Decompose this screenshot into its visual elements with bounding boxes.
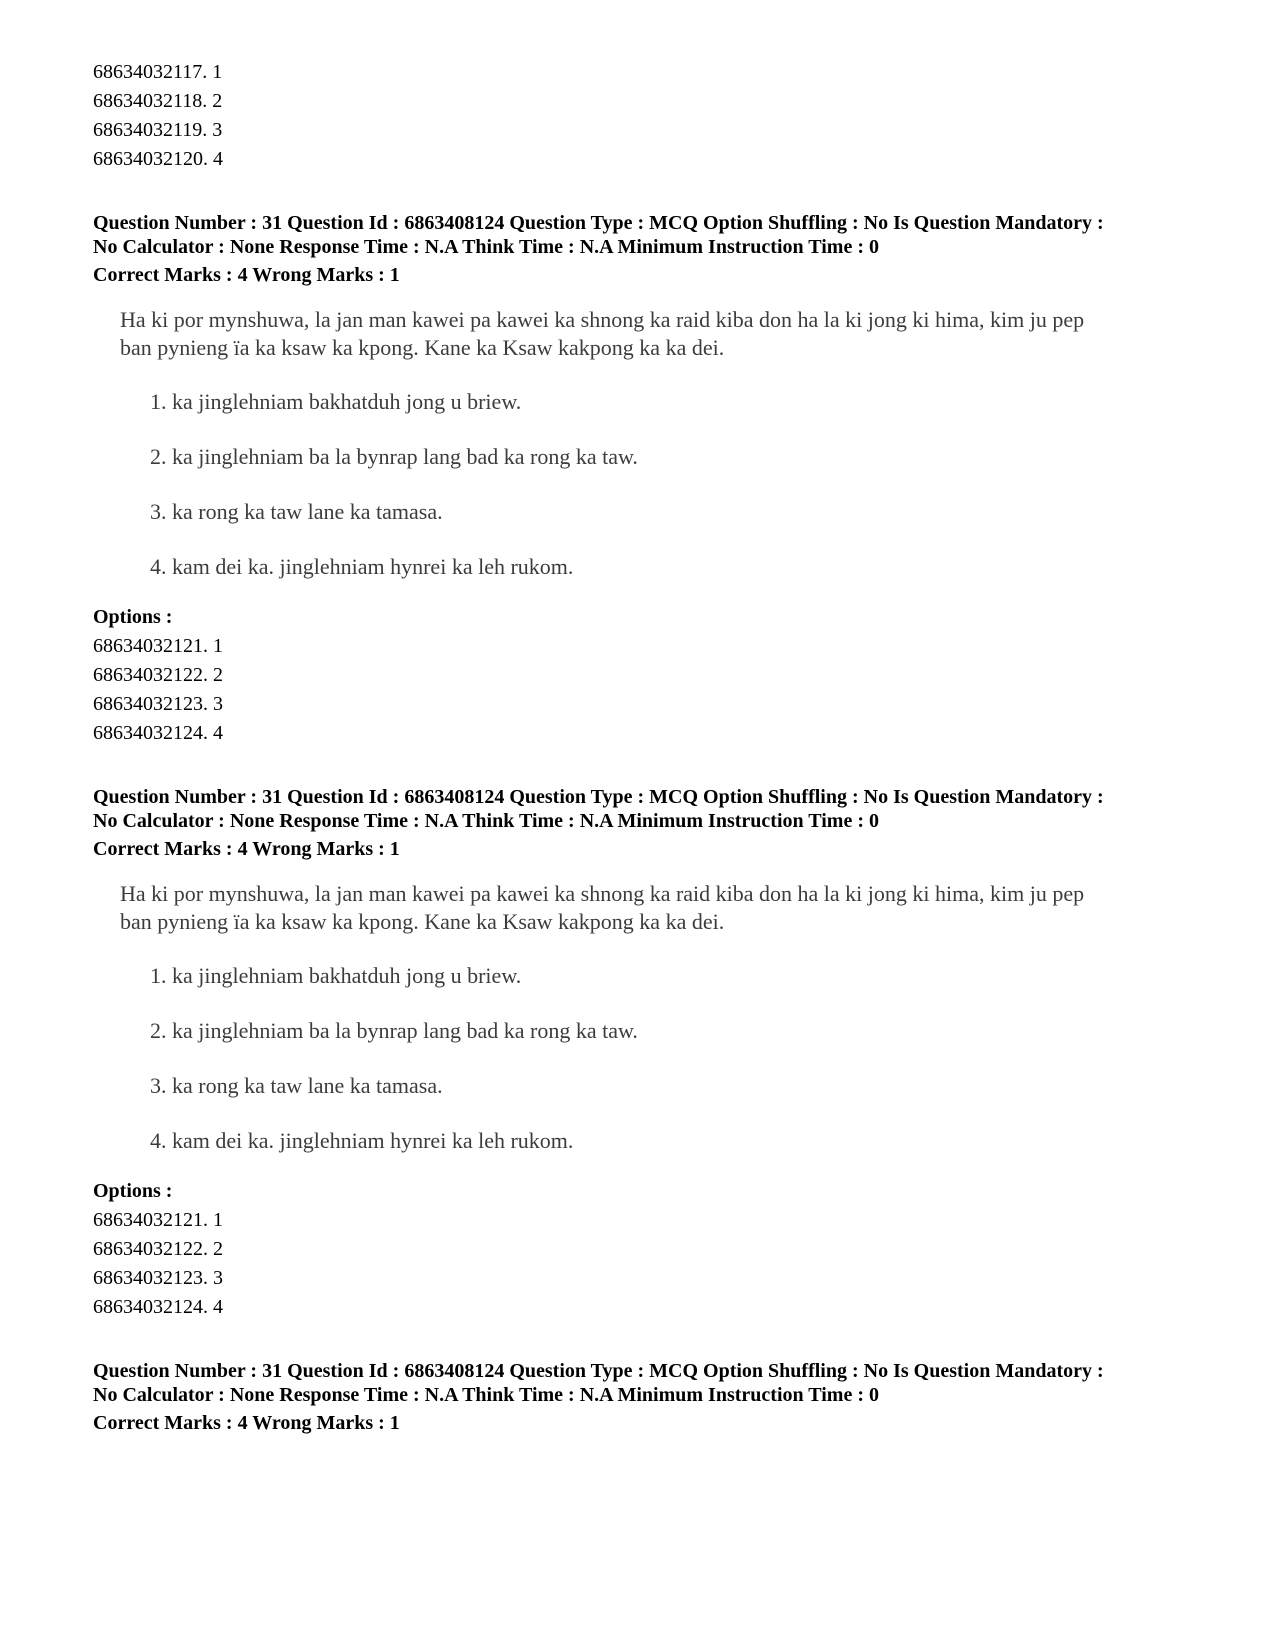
question-choices (150, 388, 1200, 581)
question-meta-line-2: No Calculator : None Response Time : N.A Think Time : N.A Minimum Instruction Time : 0 (93, 1384, 879, 1406)
option-item: 68634032123. 3 (93, 1267, 223, 1289)
question-choice: 1. ka jinglehniam bakhatduh jong u briew. (150, 963, 522, 988)
previous-options-list (93, 58, 1193, 174)
question-meta-line-1: Question Number : 31 Question Id : 6863408124 Question Type : MCQ Option Shuffling : No Is Question Mandatory : (93, 786, 1104, 808)
option-item: 68634032118. 2 (93, 90, 223, 112)
question-meta-line-1: Question Number : 31 Question Id : 6863408124 Question Type : MCQ Option Shuffling : No Is Question Mandatory : (93, 1360, 1104, 1382)
question-image (120, 880, 1200, 1155)
question-choice: 2. ka jinglehniam ba la bynrap lang bad ka rong ka taw. (150, 444, 638, 469)
question-meta-line-2: No Calculator : None Response Time : N.A Think Time : N.A Minimum Instruction Time : 0 (93, 810, 879, 832)
question-choice: 3. ka rong ka taw lane ka tamasa. (150, 1073, 443, 1098)
option-item: 68634032124. 4 (93, 722, 223, 744)
option-item: 68634032117. 1 (93, 61, 223, 83)
option-item: 68634032120. 4 (93, 148, 223, 170)
question-choices (150, 962, 1200, 1155)
options-label: Options : (93, 1180, 173, 1202)
question-meta-line-2: No Calculator : None Response Time : N.A Think Time : N.A Minimum Instruction Time : 0 (93, 236, 879, 258)
question-text-line-1: Ha ki por mynshuwa, la jan man kawei pa kawei ka shnong ka raid kiba don ha la ki jong ki hima, kim ju pep (120, 307, 1085, 332)
option-item: 68634032123. 3 (93, 693, 223, 715)
question-text-line-2: ban pynieng ïa ka ksaw ka kpong. Kane ka Ksaw kakpong ka ka dei. (120, 909, 725, 934)
options-list (93, 1206, 1193, 1322)
option-item: 68634032119. 3 (93, 119, 223, 141)
question-block (93, 1359, 1193, 1435)
question-choice: 4. kam dei ka. jinglehniam hynrei ka leh rukom. (150, 554, 574, 579)
question-choice: 1. ka jinglehniam bakhatduh jong u briew. (150, 389, 522, 414)
option-item: 68634032121. 1 (93, 1209, 223, 1231)
question-meta-line-1: Question Number : 31 Question Id : 6863408124 Question Type : MCQ Option Shuffling : No Is Question Mandatory : (93, 212, 1104, 234)
question-block (93, 785, 1193, 1322)
question-block (93, 211, 1193, 748)
option-item: 68634032122. 2 (93, 664, 223, 686)
document-page (93, 58, 1193, 1435)
question-marks: Correct Marks : 4 Wrong Marks : 1 (93, 264, 400, 286)
question-choice: 4. kam dei ka. jinglehniam hynrei ka leh rukom. (150, 1128, 574, 1153)
options-list (93, 632, 1193, 748)
question-marks: Correct Marks : 4 Wrong Marks : 1 (93, 1412, 400, 1434)
question-text-line-1: Ha ki por mynshuwa, la jan man kawei pa kawei ka shnong ka raid kiba don ha la ki jong ki hima, kim ju pep (120, 881, 1085, 906)
question-marks: Correct Marks : 4 Wrong Marks : 1 (93, 838, 400, 860)
options-label: Options : (93, 606, 173, 628)
question-choice: 3. ka rong ka taw lane ka tamasa. (150, 499, 443, 524)
option-item: 68634032121. 1 (93, 635, 223, 657)
question-image (120, 306, 1200, 581)
option-item: 68634032122. 2 (93, 1238, 223, 1260)
question-text-line-2: ban pynieng ïa ka ksaw ka kpong. Kane ka Ksaw kakpong ka ka dei. (120, 335, 725, 360)
question-choice: 2. ka jinglehniam ba la bynrap lang bad ka rong ka taw. (150, 1018, 638, 1043)
option-item: 68634032124. 4 (93, 1296, 223, 1318)
